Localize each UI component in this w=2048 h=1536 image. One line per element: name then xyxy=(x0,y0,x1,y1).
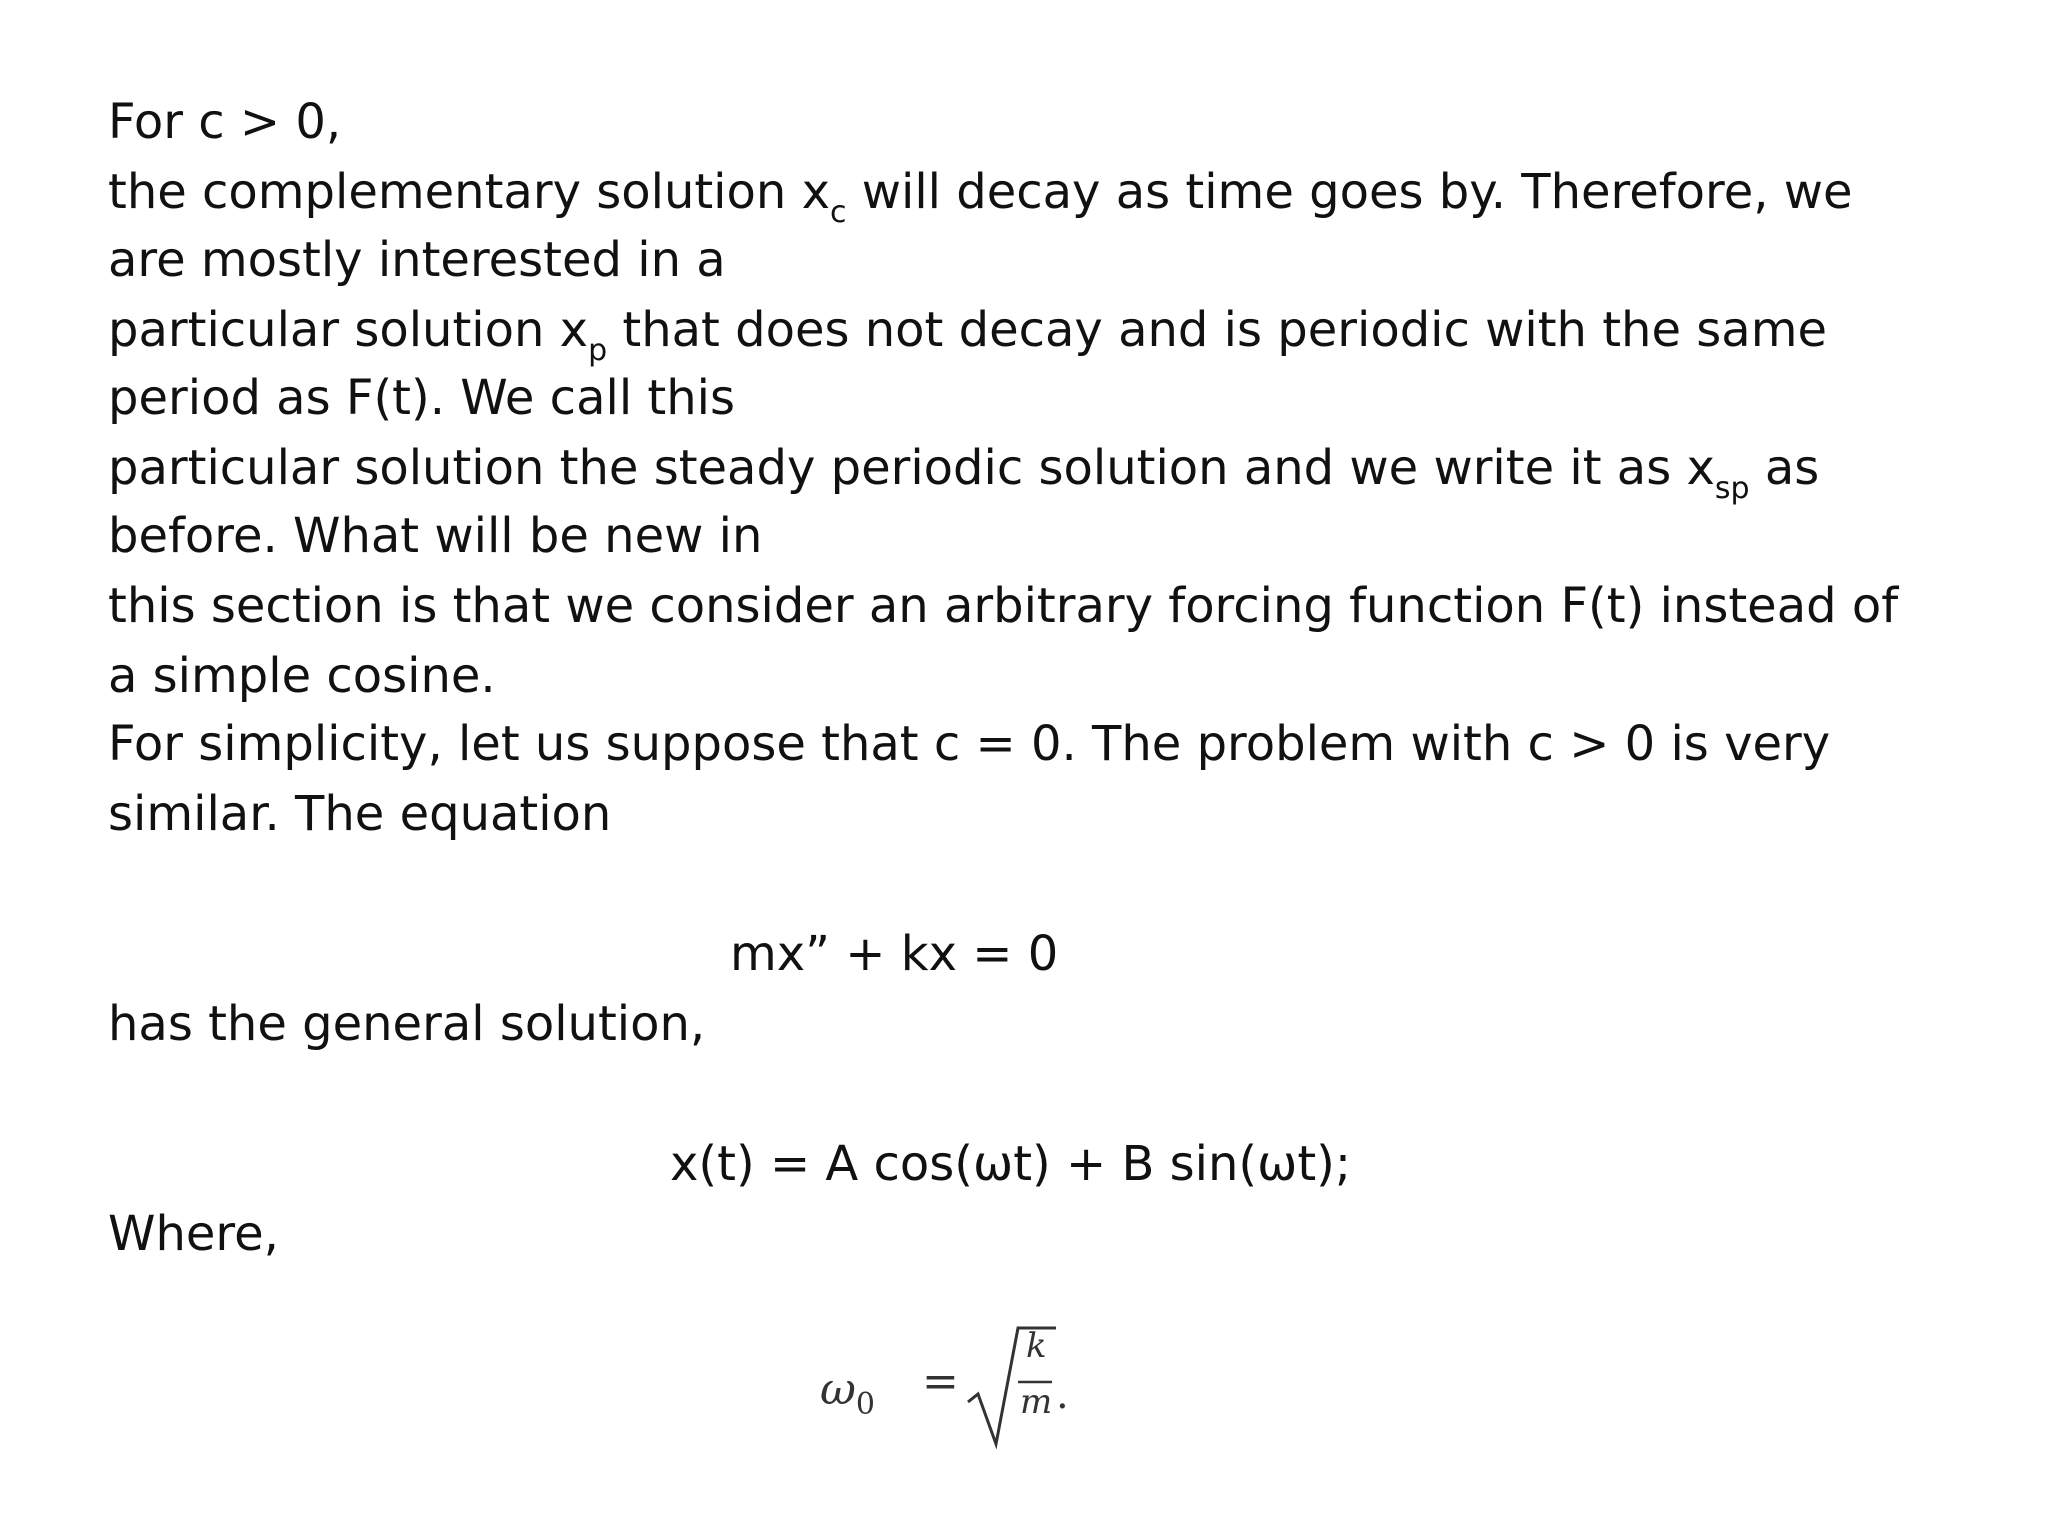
text-line-4b: that does not decay and is periodic with the same xyxy=(607,302,1827,358)
formula-equals: = xyxy=(922,1356,959,1407)
text-line-9 xyxy=(108,646,496,706)
equation-mx-kx: mx” + kx = 0 xyxy=(730,926,1059,982)
text-line-5-text: period as F(t). We call this xyxy=(108,370,735,426)
text-line-11 xyxy=(108,784,611,844)
text-line-9-text: a simple cosine. xyxy=(108,648,496,704)
text-line-7-text: before. What will be new in xyxy=(108,508,763,564)
omega-formula xyxy=(820,1322,1080,1452)
text-line-6a: particular solution the steady periodic solution and we write it as x xyxy=(108,440,1715,496)
text-line-10-text: For simplicity, let us suppose that c = 0. The problem with c > 0 is very xyxy=(108,716,1831,772)
text-line-10 xyxy=(108,714,1830,774)
text-line-3-text: are mostly interested in a xyxy=(108,232,726,288)
text-line-4a: particular solution x xyxy=(108,302,589,358)
text-line-11-text: similar. The equation xyxy=(108,786,612,842)
fraction-numerator: k xyxy=(1026,1326,1047,1366)
omega-subscript: 0 xyxy=(855,1387,875,1422)
text-line-5 xyxy=(108,368,735,428)
omega-letter: ω xyxy=(820,1364,856,1415)
general-solution-label xyxy=(108,994,705,1054)
text-line-6b: as xyxy=(1749,440,1820,496)
text-line-7 xyxy=(108,506,762,566)
general-solution-text: has the general solution, xyxy=(108,996,706,1052)
text-line-8 xyxy=(108,576,1898,636)
text-line-2 xyxy=(108,162,1853,229)
text-line-2b: will decay as time goes by. Therefore, we xyxy=(846,164,1853,220)
text-line-1 xyxy=(108,92,341,152)
subscript-c: c xyxy=(829,195,847,230)
subscript-sp: sp xyxy=(1714,471,1750,506)
fraction-denominator: m xyxy=(1020,1382,1053,1422)
where-label xyxy=(108,1204,279,1264)
equation-general-solution: x(t) = A cos(ωt) + B sin(ωt); xyxy=(670,1136,1352,1192)
text-line-1-text: For c > 0, xyxy=(108,94,342,150)
formula-period: . xyxy=(1056,1372,1069,1418)
text-line-8-text: this section is that we consider an arbitrary forcing function F(t) instead of xyxy=(108,578,1899,634)
subscript-p: p xyxy=(588,333,608,368)
text-line-3 xyxy=(108,230,726,290)
where-text: Where, xyxy=(108,1206,279,1262)
text-line-2a: the complementary solution x xyxy=(108,164,830,220)
text-line-4 xyxy=(108,300,1827,367)
text-line-6 xyxy=(108,438,1819,505)
omega-symbol xyxy=(820,1364,875,1422)
